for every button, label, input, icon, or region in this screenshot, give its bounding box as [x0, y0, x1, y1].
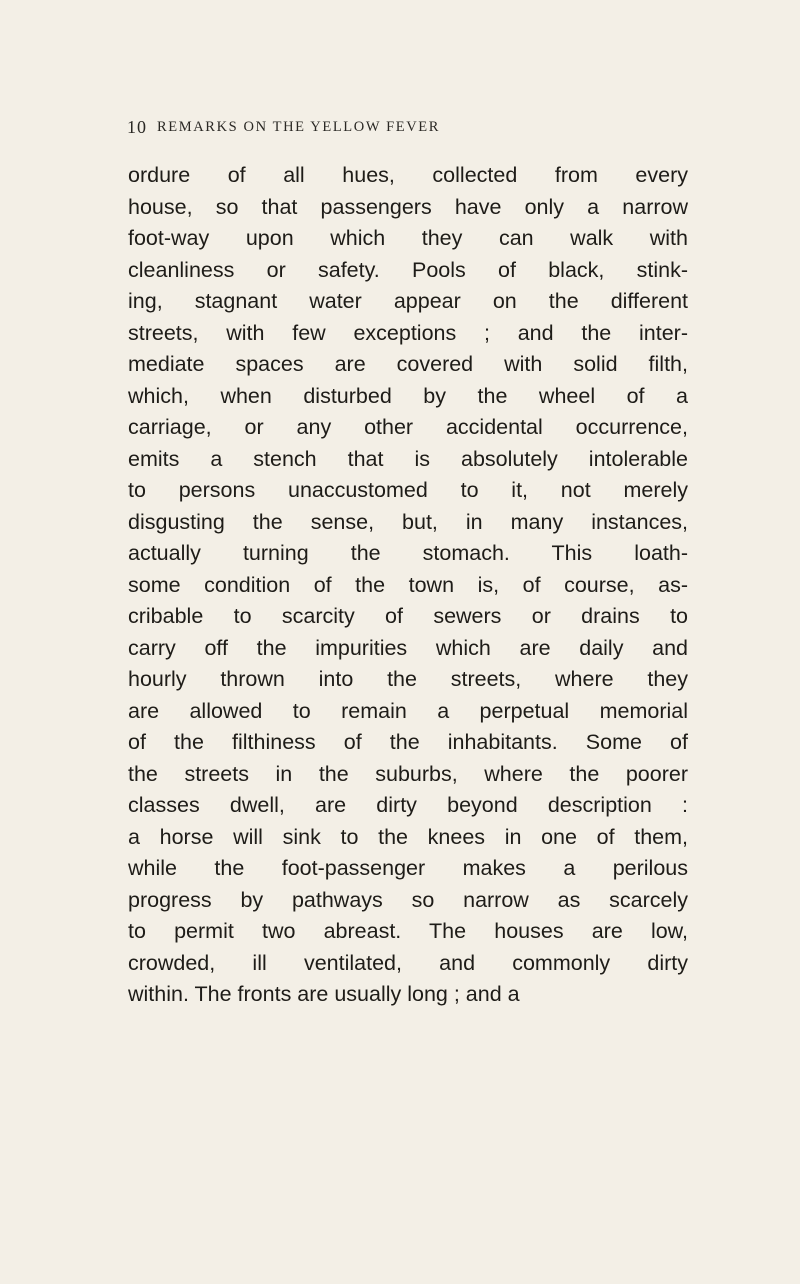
text-line: are allowed to remain a perpetual memorial [128, 698, 688, 723]
text-line: classes dwell, are dirty beyond description : [128, 793, 688, 817]
text-line: streets, with few exceptions ; and the inter- [128, 320, 688, 345]
text-line: mediate spaces are covered with solid filth, [128, 352, 688, 376]
text-line: cleanliness or safety. Pools of black, stink- [128, 257, 688, 282]
text-line: the streets in the suburbs, where the poorer [128, 761, 688, 786]
text-line: disgusting the sense, but, in many instances, [128, 509, 688, 534]
text-line: cribable to scarcity of sewers or drains to [128, 604, 688, 628]
body-text [128, 160, 688, 1011]
text-line: to permit two abreast. The houses are low, [128, 919, 688, 943]
text-line: progress by pathways so narrow as scarcely [128, 887, 688, 912]
text-line: within. The fronts are usually long ; and a [128, 982, 520, 1006]
text-line: foot-way upon which they can walk with [128, 226, 688, 250]
text-line: house, so that passengers have only a narrow [128, 194, 688, 219]
text-line: emits a stench that is absolutely intolerable [128, 446, 688, 471]
running-head [127, 117, 687, 143]
text-line: ordure of all hues, collected from every [128, 163, 688, 187]
page-number: 10 [127, 117, 147, 137]
text-line: to persons unaccustomed to it, not merely [128, 478, 688, 502]
running-title: REMARKS ON THE YELLOW FEVER [157, 119, 440, 135]
text-line: ing, stagnant water appear on the different [128, 289, 688, 313]
text-line: hourly thrown into the streets, where they [128, 667, 688, 691]
text-line: while the foot-passenger makes a perilous [128, 856, 688, 880]
text-line: some condition of the town is, of course, as- [128, 572, 688, 597]
text-line: carry off the impurities which are daily and [128, 635, 688, 660]
text-line: carriage, or any other accidental occurrence, [128, 415, 688, 439]
text-line: which, when disturbed by the wheel of a [128, 383, 688, 408]
text-line: actually turning the stomach. This loath- [128, 541, 688, 565]
text-line: crowded, ill ventilated, and commonly dirty [128, 950, 688, 975]
text-line: a horse will sink to the knees in one of them, [128, 824, 688, 849]
text-line: of the filthiness of the inhabitants. Some of [128, 730, 688, 754]
